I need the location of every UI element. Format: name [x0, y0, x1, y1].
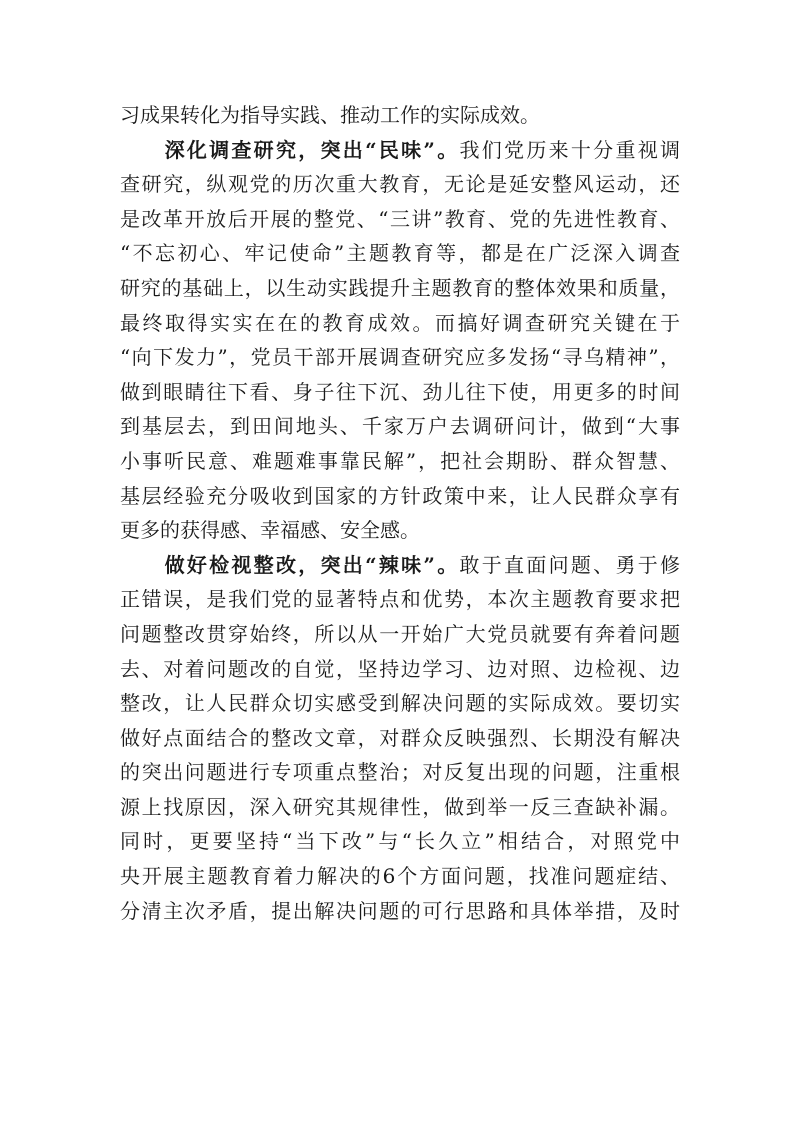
paragraph-line: 是改革开放后开展的整党、“三讲”教育、党的先进性教育、 [120, 206, 680, 231]
body-text [120, 98, 680, 928]
paragraph-line: 的突出问题进行专项重点整治；对反复出现的问题，注重根 [120, 760, 680, 785]
paragraph-line: 正错误，是我们党的显著特点和优势，本次主题教育要求把 [120, 587, 680, 612]
paragraph-line: “不忘初心、牢记使命”主题教育等，都是在广泛深入调查 [120, 241, 680, 266]
paragraph-heading-line [120, 548, 680, 583]
paragraph-line: 源上找原因，深入研究其规律性，做到举一反三查缺补漏。 [120, 794, 680, 819]
paragraph-line: 小事听民意、难题难事靠民解”，把社会期盼、群众智慧、 [120, 448, 680, 473]
paragraph-line: 分清主次矛盾，提出解决问题的可行思路和具体举措，及时 [120, 898, 680, 923]
paragraph-line: 同时，更要坚持“当下改”与“长久立”相结合，对照党中 [120, 829, 680, 854]
paragraph-text: 我们党历来十分重视调 [459, 137, 680, 162]
paragraph-line: 查研究，纵观党的历次重大教育，无论是延安整风运动，还 [120, 172, 680, 197]
paragraph-line: 基层经验充分吸收到国家的方针政策中来，让人民群众享有 [120, 483, 680, 508]
paragraph-line: 习成果转化为指导实践、推动工作的实际成效。 [120, 103, 540, 127]
paragraph-line: 做到眼睛往下看、身子往下沉、劲儿往下使，用更多的时间 [120, 379, 680, 404]
paragraph-indent [120, 553, 165, 577]
paragraph-line: 更多的获得感、幸福感、安全感。 [120, 518, 420, 543]
paragraph-line: 央开展主题教育着力解决的6个方面问题，找准问题症结、 [120, 864, 680, 889]
paragraph-heading: 深化调查研究，突出“民味”。 [164, 137, 460, 162]
paragraph-line: 最终取得实实在在的教育成效。而搞好调查研究关键在于 [120, 310, 680, 335]
paragraph-heading-line [120, 133, 680, 168]
paragraph-text: 敢于直面问题、勇于修 [459, 552, 680, 577]
paragraph-line: 做好点面结合的整改文章，对群众反映强烈、长期没有解决 [120, 725, 680, 750]
paragraph-line: 问题整改贯穿始终，所以从一开始广大党员就要有奔着问题 [120, 621, 680, 646]
paragraph-line: 研究的基础上，以生动实践提升主题教育的整体效果和质量， [120, 275, 680, 300]
paragraph-line: 到基层去，到田间地头、千家万户去调研问计，做到“大事 [120, 414, 680, 439]
paragraph-heading: 做好检视整改，突出“辣味”。 [164, 552, 460, 577]
paragraph-line: “向下发力”，党员干部开展调查研究应多发扬“寻乌精神”， [120, 345, 680, 370]
paragraph-indent [120, 138, 165, 162]
paragraph-line: 整改，让人民群众切实感受到解决问题的实际成效。要切实 [120, 691, 680, 716]
paragraph-line: 去、对着问题改的自觉，坚持边学习、边对照、边检视、边 [120, 656, 680, 681]
